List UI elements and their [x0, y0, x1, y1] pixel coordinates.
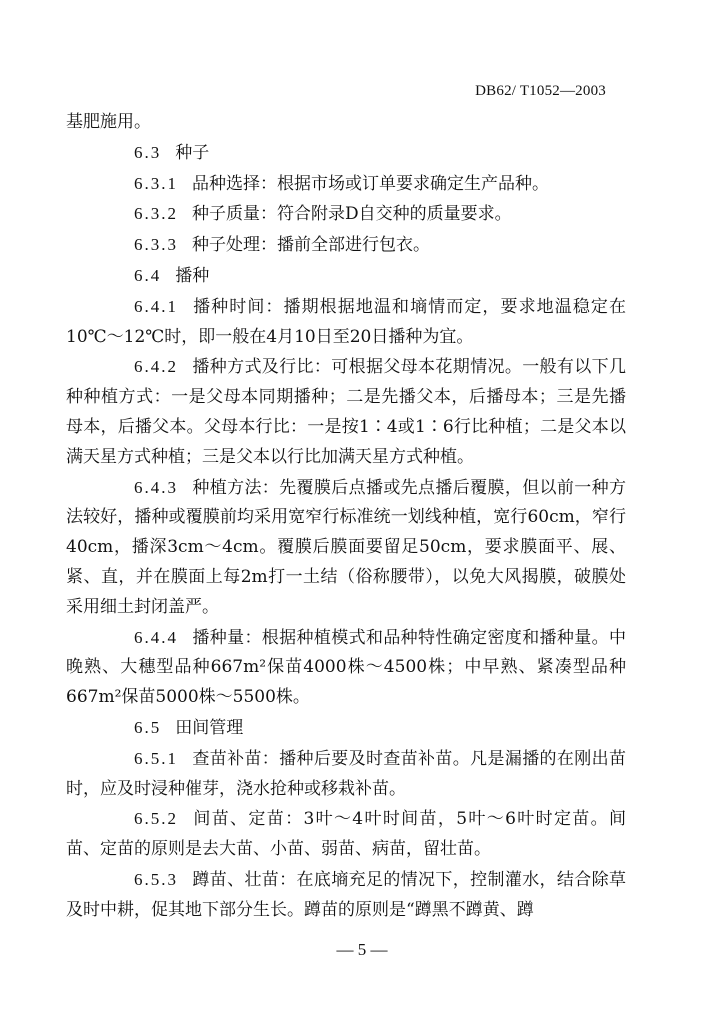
clause-number: 6.5.2 [134, 809, 178, 829]
clause-6-3-1 [66, 169, 626, 200]
section-heading-6-3 [66, 138, 626, 169]
clause-text: 种植方法：先覆膜后点播或先点播后覆膜，但以前一种方法较好，播种或覆膜前均采用宽窄行标准统一划线种植，宽行60cm，窄行40cm，播深3cm～4cm。覆膜后膜面要留足50cm，要求膜面平、展、紧、直，并在膜面上每2m打一土结（俗称腰带），以免大风揭膜，破膜处采用细土封闭盖严。 [66, 477, 626, 617]
clause-6-4-1 [66, 292, 626, 353]
clause-number: 6.5.1 [134, 748, 178, 768]
section-number: 6.3 [134, 142, 162, 162]
clause-number: 6.3.3 [134, 235, 178, 255]
section-number: 6.5 [134, 717, 162, 737]
section-title: 种子 [175, 142, 210, 163]
clause-number: 6.4.3 [134, 477, 178, 497]
clause-number: 6.4.2 [134, 357, 178, 377]
section-title: 播种 [175, 265, 210, 286]
paragraph-text: 基肥施用。 [66, 112, 151, 132]
section-heading-6-4 [66, 261, 626, 292]
clause-number: 6.4.1 [134, 296, 178, 316]
section-title: 田间管理 [175, 717, 244, 738]
clause-text: 种子质量：符合附录D自交种的质量要求。 [192, 204, 512, 225]
clause-6-3-2 [66, 199, 626, 230]
clause-6-4-4 [66, 623, 626, 713]
clause-6-4-2 [66, 352, 626, 472]
clause-text: 播种方式及行比：可根据父母本花期情况。一般有以下几种种植方式：一是父母本同期播种；二是先播父本，后播母本；三是先播母本，后播父本。父母本行比：一是按1∶4或1∶6行比种植；二是父本以满天星方式种植；三是父本以行比加满天星方式种植。 [66, 357, 626, 467]
clause-text: 播种时间：播期根据地温和墒情而定，要求地温稳定在10℃～12℃时，即一般在4月10日至20日播种为宜。 [66, 296, 626, 347]
document-body [66, 108, 626, 926]
clause-6-5-2 [66, 804, 626, 865]
clause-6-4-3 [66, 473, 626, 623]
clause-6-5-3 [66, 865, 626, 926]
clause-text: 查苗补苗：播种后要及时查苗补苗。凡是漏播的在刚出苗时，应及时浸种催芽，浇水抢种或移栽补苗。 [66, 748, 626, 799]
clause-number: 6.4.4 [134, 627, 178, 647]
clause-text: 播种量：根据种植模式和品种特性确定密度和播种量。中晚熟、大穗型品种667m²保苗4000株～4500株；中早熟、紧凑型品种667m²保苗5000株～5500株。 [66, 627, 626, 708]
clause-text: 间苗、定苗：3叶～4叶时间苗，5叶～6叶时定苗。间苗、定苗的原则是去大苗、小苗、弱苗、病苗，留壮苗。 [66, 809, 626, 860]
standard-code-header: DB62/ T1052—2003 [475, 83, 606, 99]
clause-6-5-1 [66, 744, 626, 805]
page-number: — 5 — [336, 940, 388, 959]
section-heading-6-5 [66, 713, 626, 744]
paragraph-continuation [66, 108, 626, 138]
section-number: 6.4 [134, 265, 162, 285]
clause-text: 蹲苗、壮苗：在底墒充足的情况下，控制灌水，结合除草及时中耕，促其地下部分生长。蹲苗的原则是“蹲黑不蹲黄、蹲 [66, 869, 626, 920]
clause-text: 品种选择：根据市场或订单要求确定生产品种。 [192, 173, 549, 194]
clause-number: 6.5.3 [134, 869, 178, 889]
clause-text: 种子处理：播前全部进行包衣。 [192, 235, 430, 256]
clause-6-3-3 [66, 230, 626, 261]
clause-number: 6.3.1 [134, 173, 178, 193]
clause-number: 6.3.2 [134, 204, 178, 224]
